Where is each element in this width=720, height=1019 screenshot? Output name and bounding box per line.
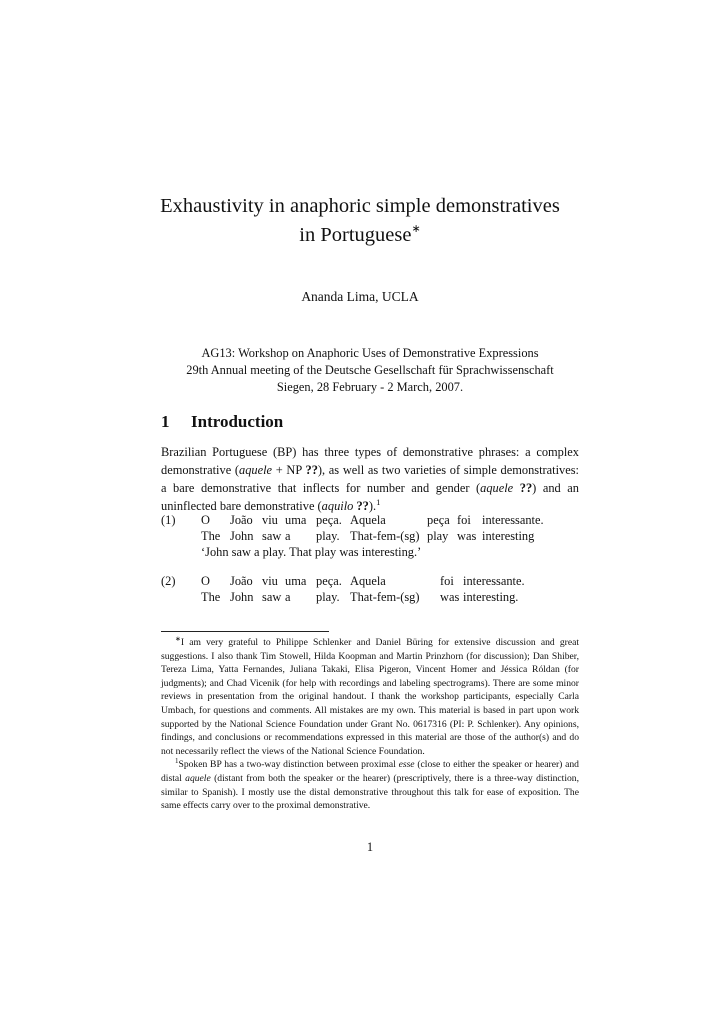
example-word: peça. [316,574,342,588]
section-title: Introduction [191,412,284,431]
footnote-1-term-esse: esse [398,759,415,771]
example-gloss: The [201,590,221,604]
example-word: João [230,574,253,588]
footnote-1-text-1: Spoken BP has a two-way distinction between proximal [178,759,399,771]
example-gloss: saw [262,529,282,543]
section-heading [161,412,283,432]
example-word: foi [457,513,471,527]
example-gloss: was [457,529,477,543]
page-number: 1 [366,840,374,854]
intro-ref-2: ?? [519,481,533,495]
example-word: viu [262,574,278,588]
example-word: peça. [316,513,342,527]
example-gloss: That-fem-(sg) [350,590,420,604]
example-gloss: That-fem-(sg) [350,529,420,543]
example-word: peça [427,513,450,527]
author-line: Ananda Lima, UCLA [301,289,419,304]
intro-text-2: + NP [272,463,306,477]
title-line-1: Exhaustivity in anaphoric simple demonstratives [160,195,560,217]
footnote-star [161,636,579,758]
example-gloss: was [440,590,460,604]
footnote-star-text: I am very grateful to Philippe Schlenker and Daniel Büring for extensive discussion and great suggestions. I also thank Tim Stowell, Hilda Koopman and Martin Prinzhorn (for discussion); Dan Shiber, Tereza Lima, Yatta Fernandes, Juliana Takaki, Elisa Pigeron, Vincent Homer and Jéssica Róldan (for judgments); and Chad Vicenik (for help with recordings and labeling spectrograms). There are some minor reviews in presentation from the original handout. I thank the workshop participants, especially Carla Umbach, for questions and comments. All mistakes are my own. This material is based in part upon work supported by the National Science Foundation under Grant No. 0617316 (PI: P. Schlenker). Any opinions, findings, and conclusions or recommendations expressed in this material are those of the author(s) and do not necessarily reflect the views of the National Science Foundation. [161,637,579,757]
footnotes [161,636,579,813]
example-number: (2) [161,574,176,588]
intro-text-5: ) and an uninflected bare demonstrative ( [161,481,579,513]
example-word: uma [285,513,307,527]
venue-block [0,345,720,396]
footnote-1-text-3: (distant from both the speaker or the hearer) (prescriptively, there is a three-way distinction, similar to Spanish). I mostly use the distal demonstrative throughout this talk for ease of exposition. The same effects carry over to the proximal demonstrative. [161,772,580,812]
intro-term-aquilo: aquilo [321,499,354,513]
example-word: foi [440,574,454,588]
title-footnote-mark: ∗ [411,223,421,235]
intro-text-3: ), as well as two varieties of simple demonstratives: a bare demonstrative that inflects for number and gender ( [161,463,579,495]
example-gloss: a [285,529,291,543]
example-word: uma [285,574,307,588]
example-gloss: interesting [482,529,535,543]
example-word: Aquela [350,574,386,588]
example-word: João [230,513,253,527]
title-line-2-text: in Portuguese [299,224,412,246]
intro-footnote-mark: 1 [376,497,381,507]
example-gloss: a [285,590,291,604]
example-gloss: saw [262,590,282,604]
venue-line-1: AG13: Workshop on Anaphoric Uses of Demonstrative Expressions [201,346,539,360]
intro-ref-3: ?? [356,499,369,513]
footnote-rule [161,631,329,632]
example-gloss: John [230,529,254,543]
intro-term-aquele-2: aquele [480,481,514,495]
footnote-1 [161,758,579,812]
title-line-2 [0,221,720,250]
section-number: 1 [161,412,170,431]
example-gloss: play [427,529,449,543]
intro-ref-1: ?? [305,463,318,477]
footnote-1-mark: 1 [175,757,179,766]
intro-text-1: Brazilian Portuguese (BP) has three types of demonstrative phrases: a complex demonstrative ( [161,445,579,477]
paper-title [0,192,720,250]
example-gloss: interesting. [463,590,519,604]
example-word: Aquela [350,513,386,527]
example-gloss: play. [316,529,340,543]
example-word: interessante. [482,513,544,527]
example-word: interessante. [463,574,525,588]
venue-line-3: Siegen, 28 February - 2 March, 2007. [276,380,464,394]
footnote-1-text-2: (close to either the speaker or hearer) and distal [161,759,579,784]
footnote-star-mark: ∗ [175,635,181,643]
footnote-1-term-aquele: aquele [185,772,211,784]
intro-term-aquele: aquele [239,463,273,477]
intro-paragraph [161,443,579,515]
intro-text-7: ). [368,499,377,513]
example-gloss: play. [316,590,340,604]
example-translation: ‘John saw a play. That play was interesting.’ [201,545,422,559]
example-gloss: John [230,590,254,604]
example-word: viu [262,513,278,527]
venue-line-2: 29th Annual meeting of the Deutsche Gesellschaft für Sprachwissenschaft [186,363,554,377]
example-word: O [201,513,210,527]
example-number: (1) [161,513,176,527]
example-gloss: The [201,529,221,543]
example-word: O [201,574,210,588]
